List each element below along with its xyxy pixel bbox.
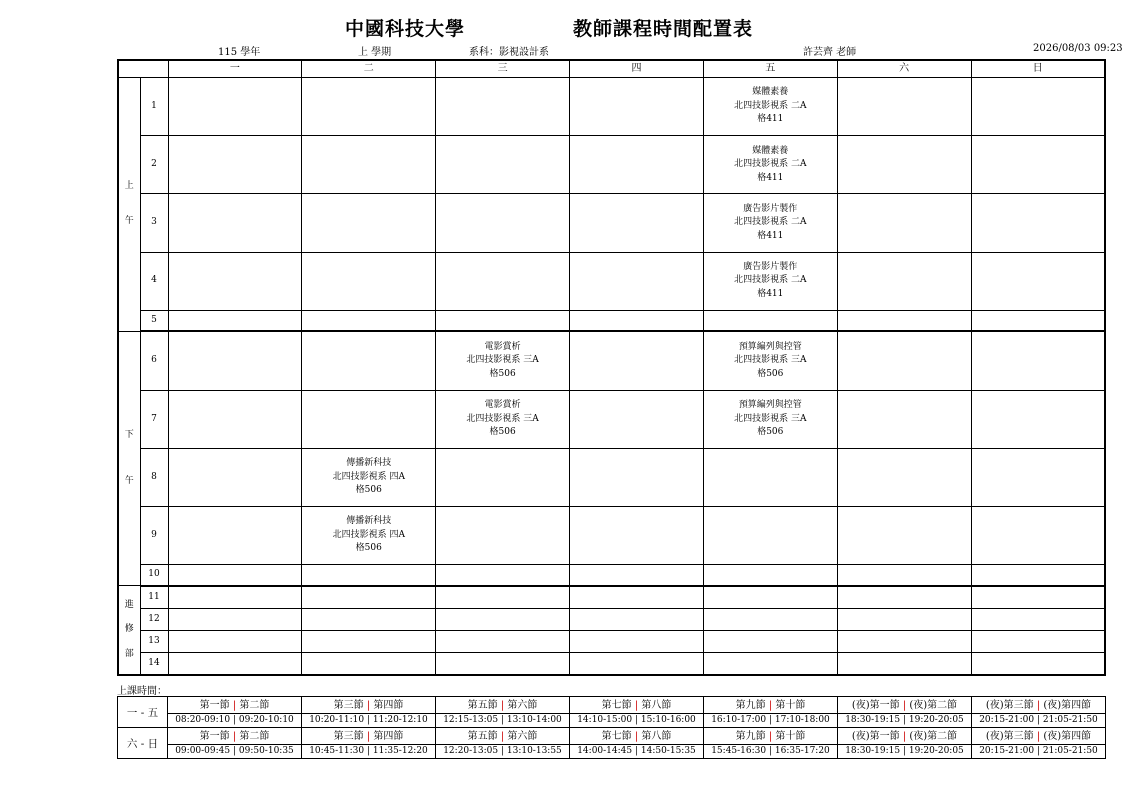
period-row [118, 586, 1105, 609]
schedule-cell [302, 252, 436, 310]
document-title: 教師課程時間配置表 [573, 18, 754, 40]
period-row [118, 448, 1105, 506]
schedule-cell [302, 652, 436, 675]
course-room: 格506 [355, 543, 382, 554]
course-room: 格411 [757, 288, 784, 299]
schedule-cell [436, 586, 570, 609]
schedule-cell [703, 608, 837, 630]
period-number: 6 [140, 331, 168, 390]
schedule-cell [837, 194, 971, 252]
period-number: 10 [140, 565, 168, 586]
corner-cell [118, 60, 168, 78]
schedule-cell [837, 652, 971, 675]
course-name: 媒體素養 [752, 87, 789, 98]
schedule-cell [570, 252, 704, 310]
day-header: 六 [837, 60, 971, 78]
schedule-cell [703, 630, 837, 652]
time-slot: (夜)第三節 | (夜)第四節 20:15-21:00 | 21:05-21:50 [972, 697, 1106, 728]
schedule-cell [971, 310, 1105, 331]
period-row [118, 507, 1105, 565]
teacher-name: 許芸齊 老師 [803, 47, 857, 58]
course-class: 北四技影視系 四A [332, 529, 405, 540]
course-name: 電影賞析 [484, 341, 521, 352]
schedule-cell [837, 565, 971, 586]
schedule-cell [436, 630, 570, 652]
course-class: 北四技影視系 二A [734, 100, 807, 111]
time-row-weekday [118, 697, 1106, 728]
period-number: 4 [140, 252, 168, 310]
course-cell [703, 390, 837, 448]
schedule-cell [570, 630, 704, 652]
course-class: 北四技影視系 三A [466, 355, 539, 366]
course-cell [703, 331, 837, 390]
course-cell [302, 448, 436, 506]
schedule-cell [436, 652, 570, 675]
class-time-legend: 上課時間： [117, 686, 167, 697]
schedule-cell [570, 507, 704, 565]
schedule-cell [570, 652, 704, 675]
schedule-cell [168, 630, 302, 652]
course-class: 北四技影視系 二A [734, 275, 807, 286]
schedule-cell [436, 78, 570, 136]
course-class: 北四技影視系 二A [734, 159, 807, 170]
time-slot: 第三節 | 第四節 10:20-11:10 | 11:20-12:10 [302, 697, 436, 728]
schedule-cell [168, 252, 302, 310]
schedule-cell [570, 78, 704, 136]
period-number: 11 [140, 586, 168, 609]
course-cell [436, 331, 570, 390]
time-slot: 第五節 | 第六節 12:15-13:05 | 13:10-14:00 [436, 697, 570, 728]
course-name: 媒體素養 [752, 145, 789, 156]
schedule-cell [302, 136, 436, 194]
schedule-cell [570, 136, 704, 194]
schedule-cell [168, 331, 302, 390]
schedule-cell [302, 630, 436, 652]
period-number: 14 [140, 652, 168, 675]
schedule-cell [971, 652, 1105, 675]
schedule-cell [302, 608, 436, 630]
schedule-cell [971, 448, 1105, 506]
schedule-cell [436, 608, 570, 630]
course-cell [436, 390, 570, 448]
time-slot: 第七節 | 第八節 14:00-14:45 | 14:50-15:35 [570, 728, 704, 759]
schedule-cell [570, 565, 704, 586]
period-row [118, 78, 1105, 136]
schedule-cell [971, 608, 1105, 630]
course-cell [703, 78, 837, 136]
course-class: 北四技影視系 三A [466, 413, 539, 424]
academic-year: 115 學年 [218, 47, 261, 58]
period-row [118, 310, 1105, 331]
section-extension: 進 修 部 [118, 586, 140, 675]
period-number: 12 [140, 608, 168, 630]
time-slot: 第七節 | 第八節 14:10-15:00 | 15:10-16:00 [570, 697, 704, 728]
schedule-cell [168, 78, 302, 136]
schedule-cell [302, 390, 436, 448]
time-slot: 第一節 | 第二節 09:00-09:45 | 09:50-10:35 [168, 728, 302, 759]
course-name: 廣告影片製作 [743, 261, 798, 272]
schedule-cell [971, 331, 1105, 390]
period-number: 8 [140, 448, 168, 506]
course-name: 傳播新科技 [346, 516, 392, 527]
schedule-cell [168, 652, 302, 675]
course-class: 北四技影視系 三A [734, 355, 807, 366]
schedule-cell [436, 194, 570, 252]
day-range-label: 六 - 日 [118, 728, 168, 759]
day-header: 四 [570, 60, 704, 78]
course-class: 北四技影視系 三A [734, 413, 807, 424]
schedule-cell [971, 78, 1105, 136]
schedule-cell [837, 586, 971, 609]
day-header: 一 [168, 60, 302, 78]
schedule-cell [168, 390, 302, 448]
schedule-table [117, 59, 1106, 676]
department: 系科：影視設計系 [469, 47, 549, 58]
section-morning: 上 午 [118, 78, 140, 332]
schedule-cell [971, 565, 1105, 586]
schedule-cell [302, 78, 436, 136]
period-row [118, 136, 1105, 194]
schedule-cell [302, 331, 436, 390]
day-header: 二 [302, 60, 436, 78]
schedule-cell [703, 586, 837, 609]
schedule-cell [837, 507, 971, 565]
course-cell [703, 136, 837, 194]
schedule-cell [703, 507, 837, 565]
section-afternoon: 下 午 [118, 331, 140, 585]
schedule-cell [570, 331, 704, 390]
schedule-cell [971, 390, 1105, 448]
schedule-cell [570, 608, 704, 630]
day-header: 三 [436, 60, 570, 78]
schedule-cell [971, 586, 1105, 609]
schedule-cell [703, 652, 837, 675]
course-cell [302, 507, 436, 565]
period-number: 3 [140, 194, 168, 252]
time-slot: (夜)第一節 | (夜)第二節 18:30-19:15 | 19:20-20:05 [838, 697, 972, 728]
schedule-cell [168, 565, 302, 586]
course-name: 廣告影片製作 [743, 203, 798, 214]
schedule-cell [570, 448, 704, 506]
period-row [118, 390, 1105, 448]
schedule-cell [837, 252, 971, 310]
time-slot: 第五節 | 第六節 12:20-13:05 | 13:10-13:55 [436, 728, 570, 759]
period-row [118, 630, 1105, 652]
time-slot: (夜)第三節 | (夜)第四節 20:15-21:00 | 21:05-21:50 [972, 728, 1106, 759]
schedule-cell [570, 310, 704, 331]
schedule-cell [971, 507, 1105, 565]
day-range-label: 一 - 五 [118, 697, 168, 728]
period-row [118, 608, 1105, 630]
schedule-cell [971, 252, 1105, 310]
semester: 上 學期 [358, 47, 392, 58]
class-time-table [117, 696, 1106, 759]
schedule-cell [302, 586, 436, 609]
course-cell [703, 252, 837, 310]
period-number: 13 [140, 630, 168, 652]
time-slot: 第三節 | 第四節 10:45-11:30 | 11:35-12:20 [302, 728, 436, 759]
schedule-cell [837, 331, 971, 390]
schedule-cell [570, 586, 704, 609]
time-slot: 第九節 | 第十節 15:45-16:30 | 16:35-17:20 [704, 728, 838, 759]
schedule-cell [168, 448, 302, 506]
schedule-cell [703, 310, 837, 331]
course-room: 格506 [757, 427, 784, 438]
schedule-cell [971, 194, 1105, 252]
course-room: 格411 [757, 230, 784, 241]
period-row [118, 194, 1105, 252]
schedule-cell [837, 136, 971, 194]
period-row [118, 565, 1105, 586]
course-room: 格506 [757, 368, 784, 379]
schedule-cell [837, 78, 971, 136]
course-name: 電影賞析 [484, 400, 521, 411]
time-slot: (夜)第一節 | (夜)第二節 18:30-19:15 | 19:20-20:05 [838, 728, 972, 759]
schedule-cell [971, 136, 1105, 194]
schedule-cell [436, 136, 570, 194]
day-header: 日 [971, 60, 1105, 78]
course-room: 格411 [757, 114, 784, 125]
course-room: 格506 [355, 485, 382, 496]
schedule-cell [971, 630, 1105, 652]
schedule-cell [436, 507, 570, 565]
time-slot: 第九節 | 第十節 16:10-17:00 | 17:10-18:00 [704, 697, 838, 728]
course-name: 傳播新科技 [346, 458, 392, 469]
course-cell [703, 194, 837, 252]
course-room: 格506 [489, 368, 516, 379]
day-header: 五 [703, 60, 837, 78]
period-number: 9 [140, 507, 168, 565]
period-row [118, 331, 1105, 390]
schedule-cell [436, 565, 570, 586]
schedule-cell [436, 448, 570, 506]
course-room: 格506 [489, 427, 516, 438]
course-room: 格411 [757, 172, 784, 183]
schedule-cell [570, 390, 704, 448]
school-name: 中國科技大學 [345, 18, 466, 40]
schedule-cell [570, 194, 704, 252]
schedule-cell [837, 630, 971, 652]
schedule-cell [168, 194, 302, 252]
time-row-weekend [118, 728, 1106, 759]
schedule-cell [302, 565, 436, 586]
schedule-cell [837, 310, 971, 331]
day-header-row [118, 60, 1105, 78]
course-name: 預算編列與控管 [738, 400, 802, 411]
course-name: 預算編列與控管 [738, 341, 802, 352]
period-number: 1 [140, 78, 168, 136]
period-number: 5 [140, 310, 168, 331]
schedule-cell [837, 608, 971, 630]
schedule-cell [436, 310, 570, 331]
schedule-cell [168, 608, 302, 630]
schedule-cell [703, 565, 837, 586]
course-class: 北四技影視系 四A [332, 471, 405, 482]
time-slot: 第一節 | 第二節 08:20-09:10 | 09:20-10:10 [168, 697, 302, 728]
period-row [118, 652, 1105, 675]
schedule-cell [302, 194, 436, 252]
schedule-cell [168, 136, 302, 194]
schedule-cell [837, 390, 971, 448]
print-timestamp: 2026/08/03 09:23 [1033, 43, 1123, 54]
period-row [118, 252, 1105, 310]
schedule-cell [168, 507, 302, 565]
schedule-cell [436, 252, 570, 310]
schedule-cell [703, 448, 837, 506]
schedule-cell [302, 310, 436, 331]
period-number: 7 [140, 390, 168, 448]
schedule-cell [168, 310, 302, 331]
schedule-cell [837, 448, 971, 506]
schedule-cell [168, 586, 302, 609]
period-number: 2 [140, 136, 168, 194]
course-class: 北四技影視系 二A [734, 217, 807, 228]
